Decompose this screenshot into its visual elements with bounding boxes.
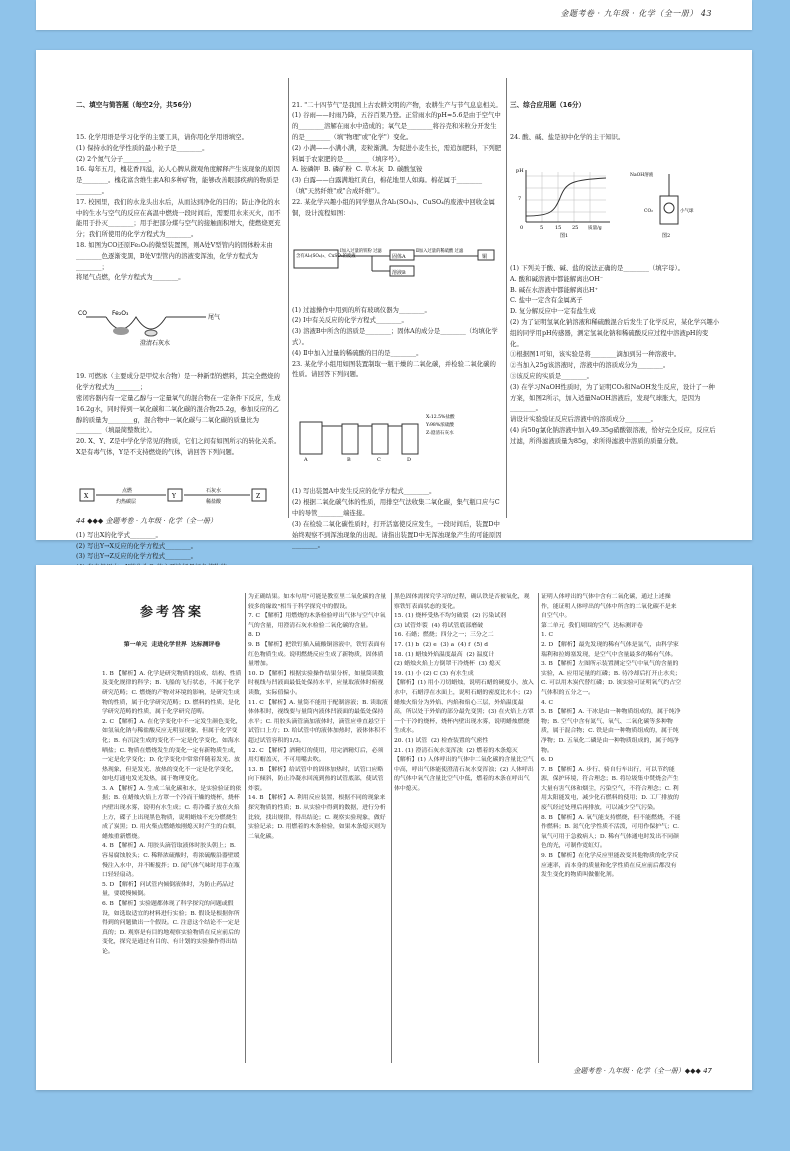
column-divider — [538, 593, 539, 1063]
flow-step-1: Ⅰ加入过量的铁粉 过滤 — [340, 248, 382, 254]
column-divider — [391, 593, 392, 1063]
answers-title: 参考答案 — [139, 605, 204, 621]
label-balloon: 小气球 — [680, 209, 694, 215]
questions-15-18: 15. 化学用语是学习化学的主要工具，请你用化学用语填空。 (1) 保持水的化学性质的最小粒子是________。 (2) 2个氮气分子________。 16. 每年五月，槐花香四溢，沁人心脾从微观角度解释产生该现象的原因是________。槐花富含维生素A和多种矿物，能够改善眼部疾病的物质是________。 17. 校园里，我们的水龙头出水后，从而达到净化的目的；防止净化的水中的生水与空气的反应在高温中燃烧一段时间后，需要用水来灭火，而不能用于扑灭________；用手把部分煤与空气的接触面积增大，使燃烧更充分；我们所使用的化学方程式为________。 18. 如图为CO还原Fe₂O₃的微型装置图，则A处V型管内的固体粉末由________色逐渐变黑，B处V型管内的溶液变浑浊，化学方程式为________； 将尾气点燃，化学方程式为________。 — [76, 132, 281, 282]
question-24-intro: 24. 酸、碱、盐是初中化学的主干知识。 — [510, 132, 625, 141]
chain-x: X — [84, 493, 89, 501]
flow-step-2: Ⅱ加入过量的稀硫酸 过滤 — [416, 248, 464, 254]
fig-label-limewater: 澄清石灰水 — [140, 339, 171, 347]
questions-21-22: 21. "二十四节气"是我国上古农耕文明的产物，农耕生产与节气息息相关。 (1) 谷雨——时雨乃降，五谷百果乃登。正常雨水的pH≈5.6是由于空气中的________溶解在雨水中造成的；氧气是________将谷壳和米粒分开发生的是________（填"物理"或"化学"）变化。 (2) 小满——小满小满，麦粒渐满。为促进小麦生长，需追加肥料，下列肥料属于农家肥的是________（填序号）。 A. 铵磷钾 B. 磷矿粉 C. 草木灰 D. 碳酸氢铵 (3) 白露——白露满地红黄白，棉花地里人如海。棉花属于________（填"天然纤维"或"合成纤维"）。 22. 某化学兴趣小组的同学想从含Al₂(SO₄)₃、CuSO₄的废液中回收金属铜，设计流程如图： — [292, 100, 502, 217]
column-divider — [288, 78, 289, 518]
flow-solid-a: 固体A — [392, 253, 406, 260]
flow-solution-b: 溶液B — [392, 269, 406, 276]
axis-mass: 质量/g — [588, 226, 602, 232]
chain-ignite: 点燃 — [122, 488, 133, 495]
answer-page-47 — [36, 565, 752, 1090]
page-47-footer: 金题考卷 · 九年级 · 化学（全一册）◆◆◆ 47 — [573, 1067, 712, 1075]
section-heading-application: 三、综合应用题（16分） — [510, 100, 586, 109]
column-divider — [506, 78, 507, 518]
answer-column-1 — [102, 587, 242, 1047]
section-heading-fill-in: 二、填空与简答题（每空2分，共56分） — [76, 100, 196, 109]
copper-recovery-flow-figure — [292, 242, 497, 280]
tick-0: 0 — [520, 225, 524, 232]
label-naoh: NaOH溶液 — [630, 173, 654, 179]
co-reduction-apparatus-figure — [76, 307, 276, 347]
question-23-parts: (1) 写出装置A中发生反应的化学方程式________。 (2) 根据二氧化碳气体的性质，用排空气法收集二氧化碳，集气瓶口应与C中的导管________端连接。 (3) 在检验二氧化碳性质时，打开活塞使反应发生，一段时间后，装置D中始终观察不到浑浊现象的出现。请指出装置D中无浑浊现象产生的可能原因________。 — [292, 487, 502, 550]
page1-column-2 — [292, 78, 502, 550]
fig-label-co: CO — [78, 309, 87, 317]
column-divider — [245, 593, 246, 1063]
page-44-footer: 44 ◆◆◆ 金题考卷 · 九年级 · 化学（全一册） — [76, 517, 217, 525]
flow-copper: 铜 — [482, 253, 488, 260]
tick-25: 25 — [572, 225, 579, 232]
question-24-parts: (1) 下列关于酸、碱、盐的说法正确的是________（填字母）。 A. 酸和碱溶液中都能解离出OH⁻ B. 碱在水溶液中都能解离出H⁺ C. 盐中一定含有金属离子 D. 复分解反应中一定有盐生成 (2) 为了证明氢氧化钠溶液和稀硫酸混合后发生了化学反应，某化学兴趣小组的同学用pH传感器，测定氢氧化钠和稀硫酸反应过程中溶液pH的变化。 ①根据图1可知，该实验是将________滴加到另一种溶液中。 ②当加入25g该溶液时，溶液中的溶质成分为________。 ③该反应的实质是________。 (3) 在学习NaOH性质时，为了证明CO₂和NaOH发生反应，设计了一种方案，如图2所示，加入适量NaOH溶液后，发现气球胀大，是因为________。 请设计实验验证反应后溶液中的溶质成分________。 (4) 向50g氯化钠溶液中加入49.35g硝酸银溶液，恰好完全反应，反应后过滤，所得滤液质量为85g，求所得滤液中溶质的质量分数。 — [510, 263, 720, 445]
ph-curve-and-balloon-figure — [510, 166, 715, 238]
question-20-parts: (1) 写出X的化学式________。 (2) 写出Y→X反应的化学方程式________。 (3) 写出Y→Z反应的化学方程式________。 — [76, 530, 198, 561]
legend-z: Z:澄清石灰水 — [426, 430, 454, 436]
top-page-strip — [36, 0, 752, 30]
unit-1-heading: 第一单元 走进化学世界 达标测评卷 — [123, 641, 221, 648]
xyz-conversion-chain-figure — [76, 481, 276, 505]
top-page-header: 金题考卷 · 九年级 · 化学（全一册） 43 — [560, 9, 712, 18]
apparatus-b: B — [347, 456, 351, 463]
page1-column-3 — [510, 78, 720, 518]
chain-y: Y — [172, 493, 176, 501]
apparatus-a: A — [304, 456, 308, 463]
answer-column-3: 黑色固体需探究学习的过程，确认铁是否被氧化，观察铁钉表面状态的变化。 15. (1) 烧杯受热不均匀破裂 (2) 污染试剂 (3) 试管炸裂 (4) 将试管底部磨破 16. 石蜡；燃烧；四分之一；三分之二 17. (1) b (2) e (3) a (4) f (5) d 18. (1) 蜡烛外焰温度最高 (2) 温度计 (2) 蜡烛火焰上方倒罩干冷烧杯 (3) 熄灭 19. (1) 小 (2) C (3) 有水生成 【解析】(1) 用小刀切蜡烛，说明石蜡的硬度小，放入水中，石蜡浮在水面上，说明石蜡的密度比水小；(2) 蜡烛火焰分为外焰、内焰和焰心三层，外焰温度最高，所以处于外焰的部分最先变黑；(3) 在火焰上方罩一个干冷的烧杯，烧杯内壁出现水雾，说明蜡烛燃烧生成水。 20. (1) 试管 (2) 检查装置的气密性 21. (1) 澄清石灰水变浑浊 (2) 燃着的木条熄灭 【解析】(1) 人体呼出的气体中二氧化碳的含量比空气中高，呼出气体能使澄清石灰水变浑浊；(2) 人体呼出的气体中氧气含量比空气中低，燃着的木条在呼出气体中熄灭。 — [394, 594, 534, 792]
tick-5: 5 — [540, 225, 544, 232]
legend-x: X:12.5%盐酸 — [426, 414, 455, 420]
exam-page-44 — [36, 50, 752, 561]
questions-22-23: (1) 过滤操作中用到的所有玻璃仪器为________。 (2) Ⅰ中有关反应的化学方程式________。 (3) 溶液B中所含的溶质是________；固体A的成分是________（均填化学式）。 (4) Ⅱ中加入过量的稀硫酸的目的是________。 23. 某化学小组用如图装置制取一瓶干燥的二氧化碳，并检验二氧化碳的性质。请回答下列问题。 — [292, 305, 498, 379]
apparatus-c: C — [377, 456, 381, 463]
answer-column-4: 证明人体呼出的气体中含有二氧化碳，通过上述操作，能证明人体呼出的气体中所含的二氧化碳不是来自空气中。 第二单元 我们周围的空气 达标测评卷 1. C 2. D 【解析】最先发现的稀有气体是氩气，由科学家瑞利和拉姆塞发现，是空气中含量最多的稀有气体。 3. B 【解析】左图所示装置测定空气中氧气的含量的实验，A. 应用足量的红磷；B. 待冷却后打开止水夹；C. 可以用木炭代替红磷；D. 该实验可证明氧气约占空气体积的五分之一。 4. C 5. B 【解析】A. 干冰是由一种物质组成的，属于纯净物；B. 空气中含有氮气、氧气、二氧化碳等多种物质，属于混合物；C. 铁是由一种物质组成的，属于纯净物；D. 五氧化二磷是由一种物质组成的，属于纯净物。 6. D 7. B 【解析】A. 步行、骑自行车出行，可以节约能源，保护环境，符合理念；B. 将垃圾集中焚烧会产生大量有害气体和烟尘，污染空气，不符合理念；C. 利用太阳能发电，减少化石燃料的使用；D. 工厂排放的废气经过处理后再排放，可以减少空气污染。 8. B 【解析】A. 氧气能支持燃烧，但不能燃烧，不能作燃料；B. 氮气化学性质不活泼，可用作保护气；C. 氧气可用于急救病人；D. 稀有气体通电时发出不同颜色的光，可制作霓虹灯。 9. B 【解析】在化学反应里能改变其他物质的化学反应速率，而本身的质量和化学性质在反应前后都没有发生变化的物质叫做催化剂。 — [541, 594, 682, 879]
fig-label-tail-gas: 尾气 — [208, 313, 221, 321]
axis-ph: pH — [516, 168, 524, 175]
questions-19-20: 19. 可燃冰（主要成分是甲烷水合物）是一种新型的燃料，其完全燃烧的化学方程式为________； 密闭容器内有一定量乙醇与一定量氧气的混合物在一定条件下反应，生成16.2g水，同时得到一氧化碳和二氧化碳的混合物25.2g，参加反应的乙醇的质量为________g，混合物中一氧化碳与二氧化碳的质量比为________（填最简整数比）。 20. X、Y、Z是中学化学常见的物质，它们之间有如图所示的转化关系。X是有毒气体，Y是不支持燃烧的气体，请回答下列问题。 — [76, 372, 281, 456]
answer-column-2: 为正确结果。如本句用"可能是教室里二氧化碳的含量较多的缘故"相当于科学探究中的假设。 7. C 【解析】用燃烧的木条检验呼出气体与空气中氧气的含量，用澄清石灰水检验二氧化碳的含量。 8. D 9. B 【解析】把铁钉插入硫酸铜溶液中，铁钉表面有红色物质生成。说明燃烧反应生成了新物质，固体质量增加。 10. D 【解析】根据实验操作结果分析，如量筒读数时视线与凹液面最低处保持水平，应量取液体时俯视读数，实际值偏小。 11. C 【解析】A. 量筒不能用于配制溶液；B. 读取液体体积时，视线要与量筒内液体凹液面的最低处保持水平；C. 用胶头滴管滴加液体时，滴管应垂直悬空于试管口上方；D. 给试管中的液体加热时，液体体积不超过试管容积的1/3。 12. C 【解析】酒精灯的使用，用完酒精灯后，必须用灯帽盖灭，不可用嘴去吹。 13. B 【解析】给试管中的固体加热时，试管口应略向下倾斜，防止冷凝水回流到热的试管底部，使试管炸裂。 14. B 【解析】A. 利用反应装置，根据不同的现象来探究物质的性质；B. 从实验中得到的数据，进行分析比较，找出规律，得出结论；C. 观察实验现象，做好实验记录；D. 用燃着的木条检验，如果木条熄灭则为二氧化碳。 — [248, 594, 388, 840]
apparatus-d: D — [407, 456, 412, 463]
figure-2-label: 图2 — [662, 233, 671, 240]
figure-1-label: 图1 — [560, 233, 569, 240]
answers-col-1: 1. B 【解析】A. 化学是研究物质的组成、结构、性质及变化规律的科学；B. 飞船的飞行状态，不属于化学研究范畴；C. 燃烧的产物对环境的影响，是研究生成物的性质，属于化学研究范畴；D. 燃料的性质、是化学研究范畴的性质，属于化学研究范畴。 2. C 【解析】A. 在化学变化中不一定发生颜色变化，如氢氧化钠与稀盐酸反应无明显现象，但属于化学变化；B. 有沉淀生成的变化不一定是化学变化，如海水晒盐；C. 物质在燃烧发生的变化一定有新物质生成，一定是化学变化；D. 化学变化中常常伴随着发光、放热现象，但是发光、放热的变化不一定是化学变化，如电灯通电发光发热，属于物理变化。 3. A 【解析】A. 生成二氧化碳和水，是实验验证的依据；B. 在蜡烛火焰上方罩一个冷而干燥的烧杯，烧杯内壁出现水雾，说明有水生成；C. 将冷碟子放在火焰上方，碟子上出现黑色物质，说明蜡烛不充分燃烧生成了炭黑；D. 用火柴点燃蜡烛刚熄灭时产生的白烟，蜡烛重新燃烧。 4. B 【解析】A. 用胶头滴管取液体时胶头朝上；B. 容易腐蚀胶头；C. 稀释浓硫酸时，将浓硫酸沿器壁缓慢注入水中，并不断搅拌；D. 闻气体气味时用手在瓶口轻轻扇动。 5. D 【解析】问试管内倾倒液体时，为防止药品过量，要缓慢倾倒。 6. B 【解析】实验题都体现了科学探究的问题或假设，如选取适宜的材料进行实验；B. 假设是根据你所得到的问题做出一个假设。C. 注意这个结论不一定是真的；D. 观察是有目的地观察实验物质在反应前后的变化，探究是通过有目的、有计划的实验操作得出结论。 — [102, 670, 242, 955]
chain-z: Z — [256, 493, 261, 501]
chain-limewater: 石灰水 — [206, 488, 222, 495]
chain-hot-carbon: 灼热碳层 — [116, 499, 137, 506]
label-co2: CO₂ — [644, 209, 653, 215]
fig-label-fe2o3: Fe₂O₃ — [112, 309, 129, 317]
legend-y: Y:98%浓硫酸 — [426, 422, 455, 428]
tick-15: 15 — [555, 225, 562, 232]
tick-7: 7 — [518, 196, 522, 203]
flow-waste-liquid: 含有Al₂(SO₄)₃、CuSO₄的废液 — [296, 253, 356, 259]
co2-generation-apparatus-figure — [292, 404, 497, 462]
chain-dilute-hcl: 稀盐酸 — [206, 499, 222, 506]
